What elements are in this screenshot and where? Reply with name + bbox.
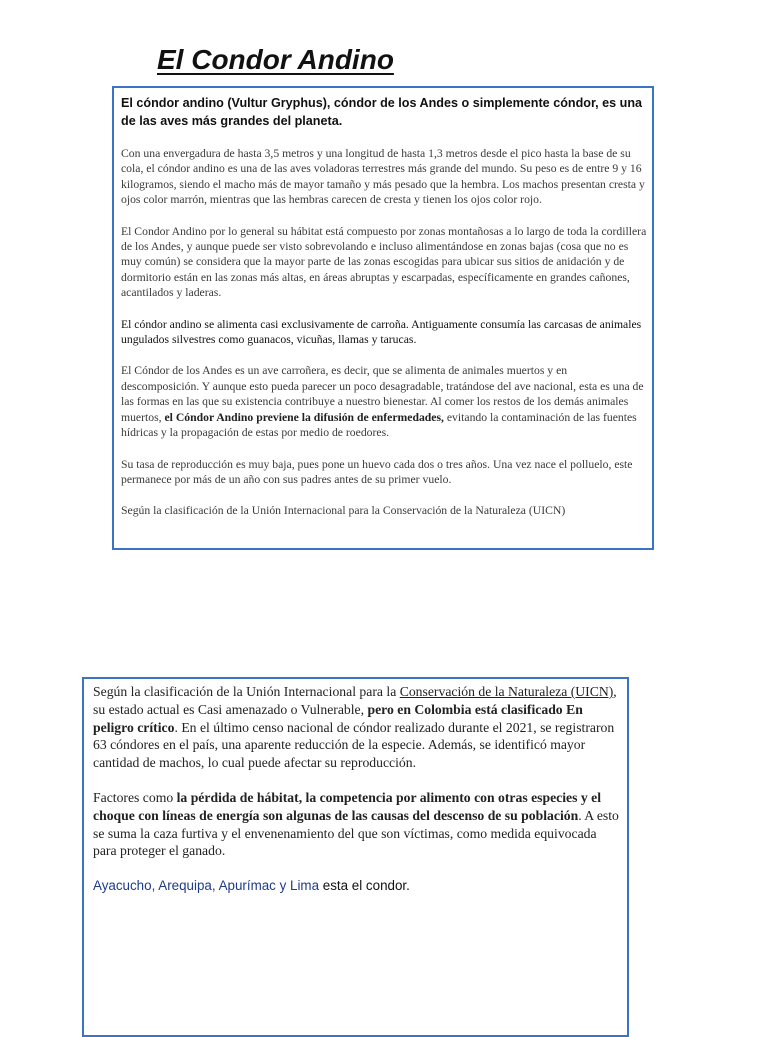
paragraph-size: Con una envergadura de hasta 3,5 metros y una longitud de hasta 1,3 metros desde el pico hasta la base de su cola, el cóndor andino es una de las aves voladoras terrestres más grande del mundo. Su peso es de entre 9 y 16 kilogramos, siendo el macho más de mayor tamaño y más pesado que la hembra. Los machos presentan cresta y ojos color marrón, mientras que las hembras carecen de cresta y tienen los ojos color rojo. <box>121 147 645 207</box>
conservation-text-a: Según la clasificación de la Unión Internacional para la <box>93 684 400 699</box>
intro-paragraph: El cóndor andino (Vultur Gryphus), cóndor de los Andes o simplemente cóndor, es una de las aves más grandes del planeta. <box>121 96 643 128</box>
paragraph-threats <box>93 789 621 860</box>
paragraph-conservation <box>93 683 621 772</box>
cut-off-line: Según la clasificación de la Unión Internacional para la Conservación de la Naturaleza (UICN) <box>121 504 566 518</box>
page-title: El Condor Andino <box>157 44 394 75</box>
uicn-link[interactable]: Conservación de la Naturaleza (UICN) <box>399 684 614 699</box>
conservation-text-c: . En el último censo nacional de cóndor realizado durante el 2021, se registraron 63 cóndores en el país, una aparente reducción de la especie. Además, se identificó mayor cantidad de machos, lo cual puede afectar su reproducción. <box>93 719 615 771</box>
paragraph-locations <box>93 877 621 895</box>
scavenger-text-bold: el Cóndor Andino previene la difusión de enfermedades, <box>164 410 444 424</box>
paragraph-scavenger <box>121 363 648 440</box>
paragraph-reproduction: Su tasa de reproducción es muy baja, pues pone un huevo cada dos o tres años. Una vez nace el polluelo, este permanece por más de un año con sus padres antes de su primer vuelo. <box>121 457 633 486</box>
paragraph-diet: El cóndor andino se alimenta casi exclusivamente de carroña. Antiguamente consumía las carcasas de animales ungulados silvestres como guanacos, vicuñas, llamas y tarucas. <box>121 317 642 347</box>
text-box-top <box>112 86 654 550</box>
paragraph-habitat: El Condor Andino por lo general su hábitat está compuesto por zonas montañosas a lo largo de toda la cordillera de los Andes, y aunque puede ser visto sobrevolando e incluso alimentándose en zonas bajas (cosa que no es muy común) se considera que la mayor parte de las zonas escogidas para ubicar sus sitios de anidación y de dormitorio están en las zonas más altas, en áreas abruptas y escarpadas, específicamente en grandes cañones, acantilados y laderas. <box>121 224 647 300</box>
threats-text-bold: la pérdida de hábitat, la competencia por alimento con otras especies y el choque con líneas de energía son algunas de las causas del descenso de su población <box>93 789 602 823</box>
conservation-text-bold: pero en Colombia está clasificado En peligro crítico <box>93 701 583 735</box>
conservation-text-b: , su estado actual es Casi amenazado o Vulnerable, <box>93 684 617 717</box>
locations-rest: esta el condor. <box>319 878 410 894</box>
locations-list: Ayacucho, Arequipa, Apurímac y Lima <box>93 878 320 894</box>
threats-text-b: . A esto se suma la caza furtiva y el envenenamiento del que son víctimas, como medida equivocada para proteger el ganado. <box>93 807 619 859</box>
text-box-bottom <box>82 677 629 1037</box>
threats-text-a: Factores como <box>93 789 177 805</box>
scavenger-text-c: evitando la contaminación de las fuentes hídricas y la propagación de estas por medio de roedores. <box>121 410 637 440</box>
scavenger-text-a: El Cóndor de los Andes es un ave carroñera, es decir, que se alimenta de animales muertos y en descomposición. Y aunque esto pueda parecer un poco desagradable, tratándose del ave nacional, esta es una de las formas en las que su existencia contribuye a nuestro bienestar. Al comer los restos de los demás animales muertos, <box>121 364 644 424</box>
